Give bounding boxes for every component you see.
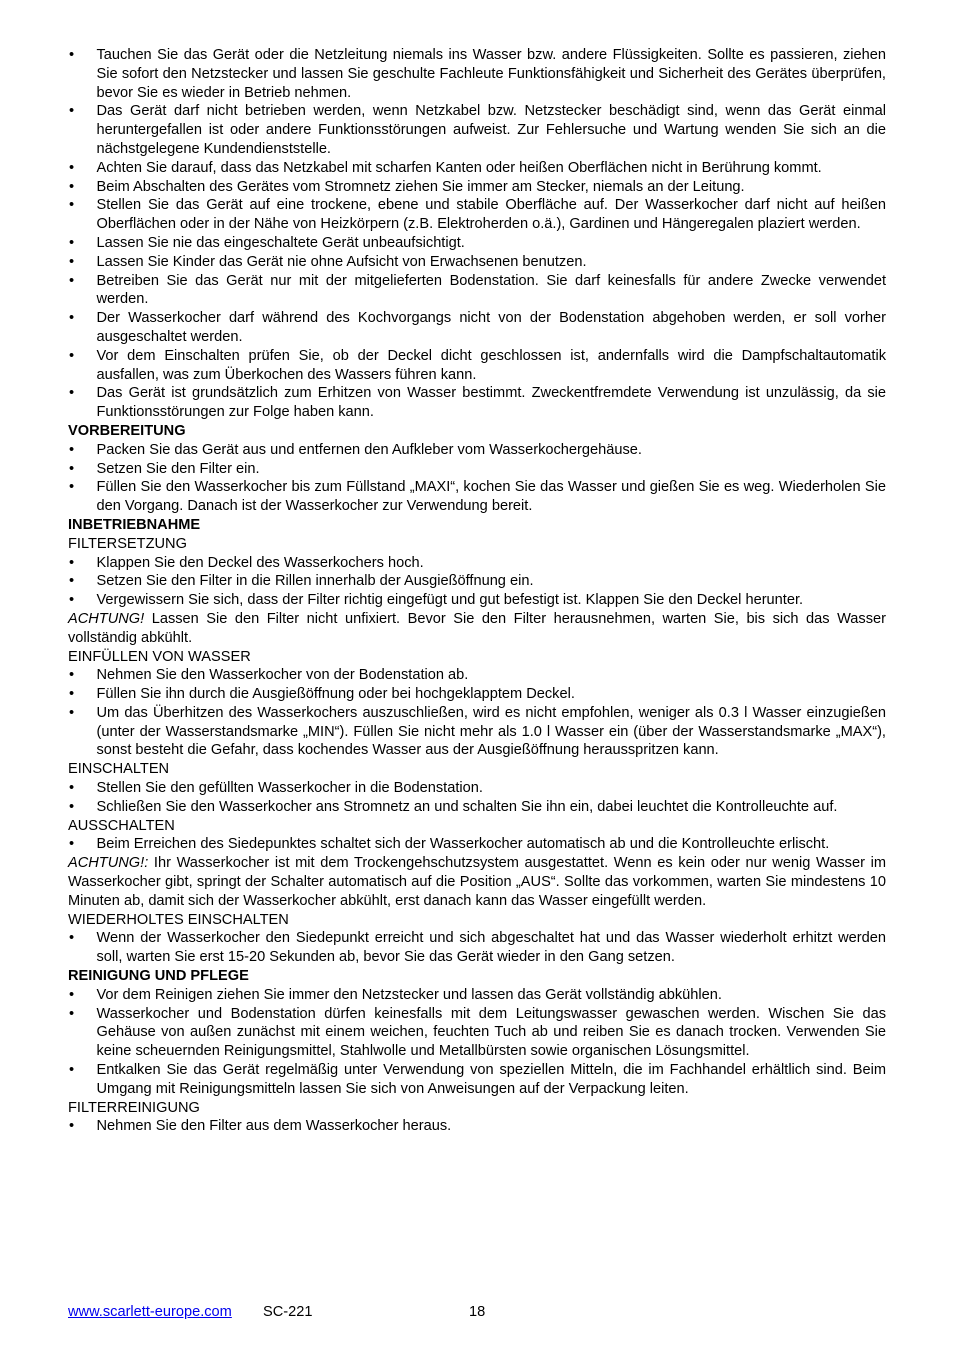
list-item: • Das Gerät darf nicht betrieben werden, wenn Netzkabel bzw. Netzstecker beschädigt sind, wenn das Gerät einmal heruntergefallen ist oder andere Funktionsstörungen aufweist. Zur Fehlersuche und Wartung wenden Sie sich an die nächstgelegene Kundendienststelle.	[68, 102, 886, 158]
list-item: • Lassen Sie nie das eingeschaltete Gerät unbeaufsichtigt.	[68, 234, 886, 253]
subsection-title-wiederholtes: WIEDERHOLTES EINSCHALTEN	[68, 911, 289, 928]
list-item: • Schließen Sie den Wasserkocher ans Stromnetz an und schalten Sie ihn ein, dabei leuchtet die Kontrolleuchte auf.	[68, 798, 886, 817]
page-number: 18	[469, 1304, 486, 1320]
subsection-title-einfuellen: EINFÜLLEN VON WASSER	[68, 648, 251, 665]
warning-label: ACHTUNG!	[68, 610, 145, 627]
list-item: • Packen Sie das Gerät aus und entfernen den Aufkleber vom Wasserkochergehäuse.	[68, 441, 886, 460]
warning-text: Ihr Wasserkocher ist mit dem Trockengehschutzsystem ausgestattet. Wenn es kein oder nur wenig Wasser im Wasserkocher gibt, springt der Schalter automatisch auf die Position „AUS“. Sollte das vorkommen, warten Sie mindestens 10 Minuten ab, damit sich der Wasserkocher abkühlt, erst danach kann das Wasser eingefüllt werden.	[68, 855, 886, 909]
list-item: • Stellen Sie das Gerät auf eine trockene, ebene und stabile Oberfläche auf. Der Wasserkocher darf nicht auf heißen Oberflächen oder in der Nähe von Heizkörpern (z.B. Elektroherden o.ä.), Gardinen und Hängeregalen plaziert werden.	[68, 196, 886, 234]
subsection-title-filterreinigung: FILTERREINIGUNG	[68, 1099, 200, 1116]
subsection-title-einschalten: EINSCHALTEN	[68, 761, 170, 778]
list-item: • Betreiben Sie das Gerät nur mit der mitgelieferten Bodenstation. Sie darf keinesfalls für andere Zwecke verwendet werden.	[68, 272, 886, 310]
warning-label: ACHTUNG!:	[68, 855, 149, 872]
model-number: SC-221	[263, 1304, 313, 1320]
list-item: • Setzen Sie den Filter in die Rillen innerhalb der Ausgießöffnung ein.	[68, 572, 886, 591]
list-item: • Füllen Sie ihn durch die Ausgießöffnung oder bei hochgeklapptem Deckel.	[68, 685, 886, 704]
list-item: • Tauchen Sie das Gerät oder die Netzleitung niemals ins Wasser bzw. andere Flüssigkeiten. Sollte es passieren, ziehen Sie sofort den Netzstecker und lassen Sie geschulte Fachleute Funktionsfähigkeit und Sicherheit des Gerätes überprüfen, bevor Sie es wieder in Betrieb nehmen.	[68, 46, 886, 102]
list-item: • Nehmen Sie den Wasserkocher von der Bodenstation ab.	[68, 666, 886, 685]
list-item: • Achten Sie darauf, dass das Netzkabel mit scharfen Kanten oder heißen Oberflächen nicht in Berührung kommt.	[68, 159, 886, 178]
section-heading-vorbereitung: VORBEREITUNG	[68, 422, 186, 439]
safety-list	[68, 46, 886, 422]
list-item: • Stellen Sie den gefüllten Wasserkocher in die Bodenstation.	[68, 779, 886, 798]
website-link[interactable]: www.scarlett-europe.com	[68, 1304, 232, 1320]
list-item: • Setzen Sie den Filter ein.	[68, 460, 886, 479]
list-item: • Entkalken Sie das Gerät regelmäßig unter Verwendung von speziellen Mitteln, die im Fachhandel erhältlich sind. Beim Umgang mit Reinigungsmitteln lassen Sie sich von Anweisungen auf der Verpackung leiten.	[68, 1061, 886, 1099]
list-item: • Um das Überhitzen des Wasserkochers auszuschließen, wird es nicht empfohlen, weniger als 0.3 l Wasser einzugießen (unter der Wasserstandsmarke „MIN“). Füllen Sie nicht mehr als 1.0 l Wasser ein (über der Wasserstandsmarke „MAX“), sonst besteht die Gefahr, dass kochendes Wasser aus der Ausgießöffnung herausspritzen kann.	[68, 704, 886, 760]
subsection-title-ausschalten: AUSSCHALTEN	[68, 817, 175, 834]
list-item: • Wasserkocher und Bodenstation dürfen keinesfalls mit dem Leitungswasser gewaschen werden. Wischen Sie das Gehäuse von außen zunächst mit einem weichen, feuchten Tuch ab und reiben Sie es danach trocken. Verwenden Sie keine scheuernden Reinigungsmittel, Stahlwolle und Metallbürsten sowie organischen Lösungsmittel.	[68, 1005, 886, 1061]
list-item: • Beim Erreichen des Siedepunktes schaltet sich der Wasserkocher automatisch ab und die Kontrolleuchte erlischt.	[68, 835, 886, 854]
list-item: • Nehmen Sie den Filter aus dem Wasserkocher heraus.	[68, 1117, 886, 1136]
section-heading-reinigung: REINIGUNG UND PFLEGE	[68, 968, 249, 985]
list-item: • Lassen Sie Kinder das Gerät nie ohne Aufsicht von Erwachsenen benutzen.	[68, 253, 886, 272]
warning-note-dry-boil	[68, 854, 886, 910]
list-item: • Vor dem Reinigen ziehen Sie immer den Netzstecker und lassen das Gerät vollständig abkühlen.	[68, 986, 886, 1005]
list-item: • Klappen Sie den Deckel des Wasserkochers hoch.	[68, 554, 886, 573]
list-item: • Der Wasserkocher darf während des Kochvorgangs nicht von der Bodenstation abgehoben werden, er soll vorher ausgeschaltet werden.	[68, 309, 886, 347]
list-item: • Füllen Sie den Wasserkocher bis zum Füllstand „MAXI“, kochen Sie das Wasser und gießen Sie es weg. Wiederholen Sie den Vorgang. Danach ist der Wasserkocher zur Verwendung bereit.	[68, 478, 886, 516]
list-item: • Vor dem Einschalten prüfen Sie, ob der Deckel dicht geschlossen ist, andernfalls wird die Dampfschaltautomatik ausfallen, was zum Überkochen des Wassers führen kann.	[68, 347, 886, 385]
section-heading-inbetriebnahme: INBETRIEBNAHME	[68, 516, 201, 533]
list-item: • Wenn der Wasserkocher den Siedepunkt erreicht und sich abgeschaltet hat und das Wasser wiederholt erhitzt werden soll, warten Sie erst 15-20 Sekunden ab, bevor Sie das Gerät wieder in den Gang setzen.	[68, 929, 886, 967]
warning-note-filter	[68, 610, 886, 648]
list-item: • Beim Abschalten des Gerätes vom Stromnetz ziehen Sie immer am Stecker, niemals an der Leitung.	[68, 178, 886, 197]
warning-text: Lassen Sie den Filter nicht unfixiert. Bevor Sie den Filter herausnehmen, warten Sie, bis sich das Wasser vollständig abkühlt.	[68, 610, 886, 646]
page-footer	[68, 1303, 886, 1323]
list-item: • Vergewissern Sie sich, dass der Filter richtig eingefügt und gut befestigt ist. Klappen Sie den Deckel herunter.	[68, 591, 886, 610]
subsection-title-filtersetzung: FILTERSETZUNG	[68, 535, 187, 552]
manual-page	[68, 46, 886, 1136]
list-item: • Das Gerät ist grundsätzlich zum Erhitzen von Wasser bestimmt. Zweckentfremdete Verwendung ist unzulässig, da sie Funktionsstörungen zur Folge haben kann.	[68, 384, 886, 422]
